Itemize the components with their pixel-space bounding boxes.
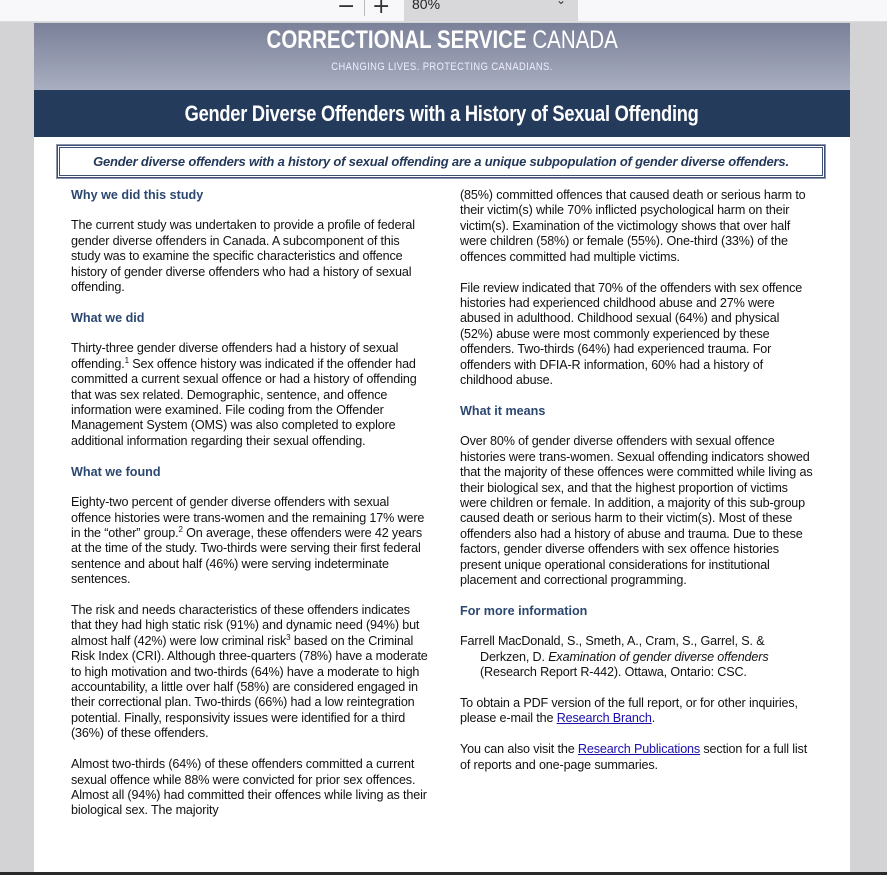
org-name-bold: CORRECTIONAL SERVICE — [266, 26, 527, 54]
pdf-page — [34, 23, 850, 875]
research-branch-link[interactable]: Research Branch — [556, 711, 652, 726]
toolbar-divider — [364, 0, 365, 16]
title-bar — [34, 90, 850, 137]
reference-citation — [460, 634, 815, 680]
right-column — [460, 188, 815, 789]
research-publications-link[interactable]: Research Publications — [577, 742, 701, 757]
what-we-did-paragraph — [71, 341, 431, 449]
found-paragraph-1 — [71, 495, 431, 587]
zoom-out-button[interactable]: − — [337, 0, 356, 19]
text: The risk and needs characteristics of these offenders indicates that they had high static risk (91%) and dynamic need (94%) but almost half (42%) were low criminal risk — [71, 603, 420, 648]
pdf-viewer-toolbar — [0, 0, 887, 22]
chevron-down-icon: ⌄ — [555, 0, 566, 7]
document-title: Gender Diverse Offenders with a History of Sexual Offending — [185, 101, 699, 126]
key-finding-callout — [57, 145, 825, 178]
found-paragraph-4: File review indicated that 70% of the offenders with sex offence histories had experienced childhood abuse and 27% were abused in adulthood. Childhood sexual (64%) and physical (52%) abuse were most commonly experienced by these offenders. Two-thirds (64%) had experienced trauma. For offenders with DFIA-R information, 60% had a history of childhood abuse. — [460, 280, 803, 387]
text: Eighty-two percent of gender diverse offenders with sexual offence histories were trans-women and the remaining 17% were in the “other” group. — [71, 495, 425, 540]
text: You can also visit the — [460, 742, 578, 757]
org-name-light: CANADA — [532, 26, 618, 54]
callout-text: Gender diverse offenders with a history of sexual offending are a unique subpopulation of gender diverse offenders. — [93, 154, 789, 169]
what-we-found-heading: What we found — [71, 464, 161, 479]
more-info-heading: For more information — [460, 603, 588, 618]
publications-paragraph — [460, 742, 815, 773]
why-heading: Why we did this study — [71, 188, 204, 202]
text: section for a full list of reports and one-page summaries. — [460, 742, 808, 772]
report-title: Examination of gender diverse offenders — [548, 649, 769, 664]
zoom-in-button[interactable]: + — [372, 0, 391, 19]
footnote-ref-2: 2 — [178, 524, 183, 534]
csc-banner — [34, 23, 850, 90]
org-name — [266, 26, 617, 55]
found-paragraph-3: Almost two-thirds (64%) of these offenders committed a current sexual offence while 88% were convicted for prior sex offences. Almost all (94%) had committed their offences while living as their biological sex. The majority — [71, 757, 427, 818]
text: based on the Criminal Risk Index (CRI). Although three-quarters (78%) have a moderate to high motivation and two-thirds (64%) have a moderate to high accountability, a little over half (58%) are considered engaged in their correctional plan. Two-thirds (66%) had a low reintegration potential. Finally, responsivity issues were identified for a third (36%) of these offenders. — [71, 633, 428, 741]
found-paragraph-3-continued: (85%) committed offences that caused death or serious harm to their victim(s) while 70% inflicted psychological harm on their victim(s). Examination of the victimology shows that over half were children (58%) or female (55%). One-third (33%) of the offences committed had multiple victims. — [460, 188, 806, 264]
left-column — [71, 188, 431, 834]
text: . — [651, 711, 656, 726]
found-paragraph-2 — [71, 603, 431, 742]
why-paragraph: The current study was undertaken to provide a profile of federal gender diverse offenders in Canada. A subcomponent of this study was to examine the specific characteristics and offence history of gender diverse offenders who had a history of sexual offending. — [71, 218, 415, 295]
what-it-means-heading: What it means — [460, 403, 546, 418]
what-it-means-paragraph: Over 80% of gender diverse offenders with sexual offence histories were trans-women. Sexual offending indicators showed that the majority of these offences were committed while living as their biological sex, and that the highest proportion of victims were children or female. In addition, a majority of this sub-group caused death or serious harm to their victim(s). Most of these offenders also had a history of abuse and trauma. Due to these factors, gender diverse offenders with sex offence histories present unique operational considerations for institutional placement and correctional programming. — [460, 434, 813, 587]
text: On average, these offenders were 42 years at the time of the study. Two-thirds were serving their first federal sentence and about half (46%) were serving indeterminate sentences. — [71, 525, 422, 587]
zoom-level-value: 80% — [412, 0, 441, 12]
org-tagline: CHANGING LIVES. PROTECTING CANADIANS. — [331, 61, 553, 73]
text: (Research Report R-442). Ottawa, Ontario: CSC. — [480, 665, 747, 680]
text: Farrell MacDonald, S., Smeth, A., Cram, S., Garrel, S. & Derkzen, D. — [460, 634, 765, 664]
zoom-level-select[interactable] — [404, 0, 578, 21]
text: To obtain a PDF version of the full report, or for other inquiries, please e-mail the — [460, 695, 798, 726]
text: Thirty-three gender diverse offenders had a history of sexual offending. — [71, 341, 399, 371]
what-we-did-heading: What we did — [71, 310, 145, 325]
footnote-ref-1: 1 — [124, 355, 129, 365]
footnote-ref-3: 3 — [286, 632, 291, 642]
text: Sex offence history was indicated if the offender had committed a current sexual offence or had a history of offending that was sex related. Demographic, sentence, and offence information were examined. File coding from the Offender Management System (OMS) was also completed to explore additional information regarding their sexual offending. — [71, 356, 417, 448]
pdf-request-paragraph — [460, 696, 815, 727]
